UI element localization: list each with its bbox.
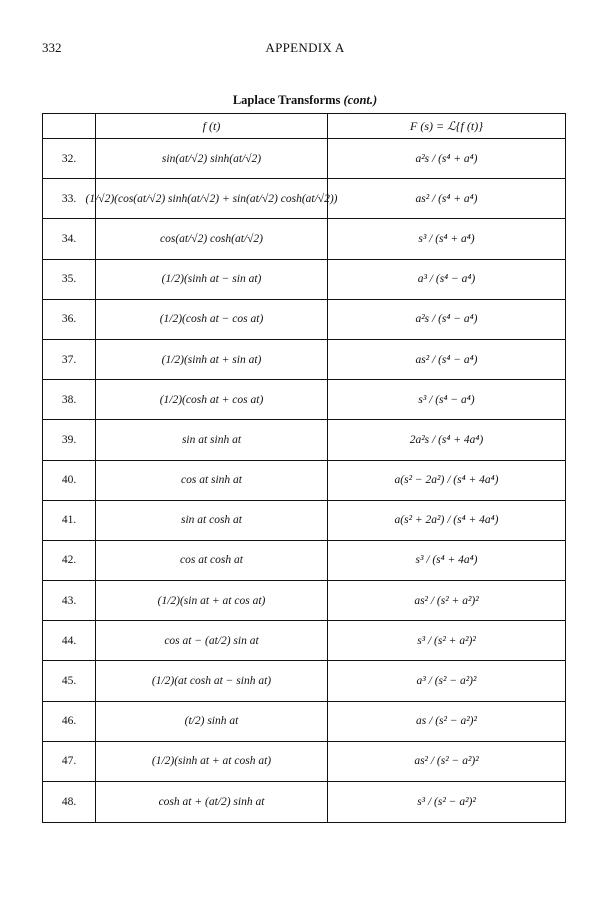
time-function-text: (1/2)(sin at + at cos at) [157,594,266,607]
table-row [43,300,565,340]
table-row [43,461,565,501]
time-function-text: (1/2)(at cosh at − sinh at) [151,675,272,688]
header-fs: F (s) = ℒ{f (t)} [410,118,483,133]
laplace-transform-text: s³ / (s⁴ + 4a⁴) [415,554,478,567]
table-body [43,139,565,822]
time-function [96,340,328,379]
laplace-transform-text: as² / (s² − a²)² [414,755,479,768]
laplace-transform-text: a³ / (s² − a²)² [416,675,477,688]
time-function [96,541,328,580]
time-function-text: (1/√2)(cos(at/√2) sinh(at/√2) + sin(at/√2) cosh(at/√2)) [85,192,338,205]
laplace-transform [328,139,565,178]
laplace-transform-text: s³ / (s⁴ − a⁴) [418,393,475,406]
laplace-transform-text: a(s² − 2a²) / (s⁴ + 4a⁴) [394,474,499,487]
table-row [43,742,565,782]
row-number: 41. [43,501,96,540]
time-function-text: cos(at/√2) cosh(at/√2) [159,232,263,245]
page-number: 332 [42,40,62,55]
table-row [43,782,565,822]
laplace-transform [328,340,565,379]
laplace-transform-text: as² / (s² + a²)² [414,594,479,607]
laplace-transform-text: a³ / (s⁴ − a⁴) [417,273,476,286]
laplace-table [42,113,566,823]
time-function [96,260,328,299]
laplace-transform [328,380,565,419]
time-function-text: (t/2) sinh at [184,715,239,728]
table-row [43,420,565,460]
table-row [43,219,565,259]
row-number: 37. [43,340,96,379]
time-function-text: cosh at + (at/2) sinh at [158,796,265,809]
time-function [96,581,328,620]
table-title-text: Laplace Transforms [232,93,341,107]
row-number: 36. [43,300,96,339]
header-number-cell [43,114,96,138]
time-function [96,621,328,660]
laplace-transform [328,501,565,540]
time-function-text: (1/2)(sinh at − sin at) [161,273,262,286]
laplace-transform-text: s³ / (s⁴ + a⁴) [418,232,475,245]
laplace-transform-text: as² / (s⁴ − a⁴) [415,353,478,366]
table-row [43,501,565,541]
laplace-transform [328,461,565,500]
time-function [96,461,328,500]
time-function-text: (1/2)(cosh at − cos at) [159,313,264,326]
table-row [43,541,565,581]
time-function [96,139,328,178]
laplace-transform [328,420,565,459]
laplace-transform [328,621,565,660]
laplace-transform [328,742,565,781]
row-number: 47. [43,742,96,781]
time-function-text: sin at cosh at [180,514,242,527]
table-row [43,621,565,661]
table-row [43,380,565,420]
time-function [96,219,328,258]
laplace-transform-text: s³ / (s² + a²)² [417,634,476,647]
laplace-transform [328,581,565,620]
table-row [43,260,565,300]
time-function [96,661,328,700]
table-row [43,139,565,179]
laplace-transform-text: 2a²s / (s⁴ + 4a⁴) [409,433,484,446]
time-function [96,782,328,822]
time-function-text: (1/2)(cosh at + cos at) [159,393,264,406]
table-row [43,661,565,701]
time-function [96,501,328,540]
laplace-transform [328,702,565,741]
time-function-text: cos at cosh at [180,554,243,567]
time-function [96,420,328,459]
row-number: 43. [43,581,96,620]
time-function-text: (1/2)(sinh at + sin at) [161,353,262,366]
table-row [43,340,565,380]
time-function [96,380,328,419]
time-function [96,742,328,781]
laplace-transform [328,179,565,218]
row-number: 38. [43,380,96,419]
laplace-transform [328,260,565,299]
time-function-text: sin at sinh at [181,433,242,446]
laplace-transform [328,300,565,339]
row-number: 45. [43,661,96,700]
table-header [43,114,565,139]
table-title-suffix: (cont.) [343,93,378,107]
header-ft: f (t) [96,114,328,138]
time-function-text: sin(at/√2) sinh(at/√2) [161,152,262,165]
laplace-transform [328,219,565,258]
row-number: 40. [43,461,96,500]
row-number: 35. [43,260,96,299]
row-number: 48. [43,782,96,822]
running-head: APPENDIX A [265,40,345,55]
row-number: 34. [43,219,96,258]
time-function-text: (1/2)(sinh at + at cosh at) [151,755,272,768]
laplace-transform [328,541,565,580]
row-number: 46. [43,702,96,741]
laplace-transform [328,782,565,822]
laplace-transform [328,661,565,700]
time-function-text: cos at sinh at [180,474,242,487]
row-number: 32. [43,139,96,178]
laplace-transform-text: a²s / (s⁴ + a⁴) [415,152,478,165]
table-title [0,93,610,108]
table-row [43,702,565,742]
laplace-transform-text: a(s² + 2a²) / (s⁴ + 4a⁴) [394,514,499,527]
laplace-transform-text: as / (s² − a²)² [416,715,477,728]
laplace-transform-text: s³ / (s² − a²)² [417,796,476,809]
row-number: 33. [43,179,96,218]
laplace-transform-text: as² / (s⁴ + a⁴) [415,192,478,205]
row-number: 42. [43,541,96,580]
table-row [43,581,565,621]
time-function [85,179,338,218]
row-number: 44. [43,621,96,660]
time-function [96,702,328,741]
time-function-text: cos at − (at/2) sin at [164,634,259,647]
row-number: 39. [43,420,96,459]
laplace-transform-text: a²s / (s⁴ − a⁴) [415,313,478,326]
table-row [43,179,565,219]
time-function [96,300,328,339]
